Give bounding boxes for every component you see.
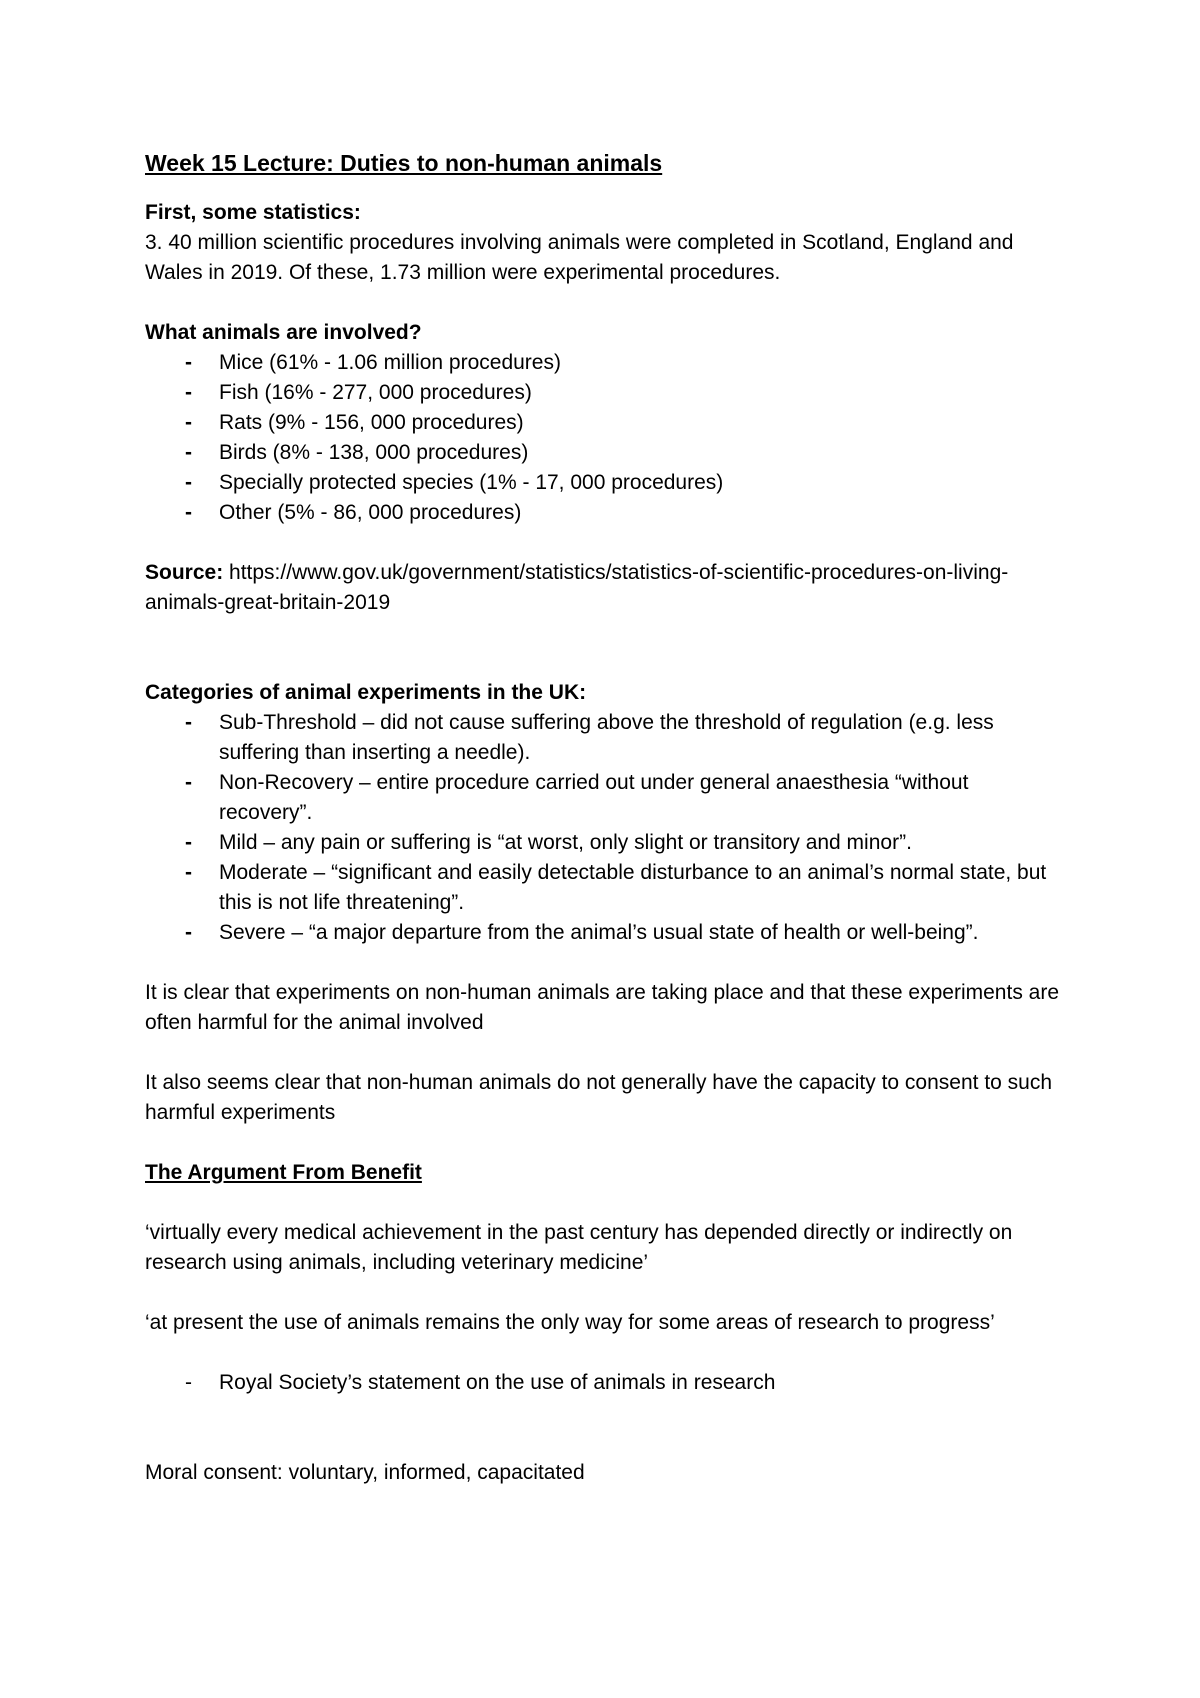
paragraph-consent-capacity: It also seems clear that non-human animals do not generally have the capacity to consent to such harmful experiments <box>145 1071 1053 1124</box>
list-item: - Specially protected species (1% - 17, 000 procedures) <box>145 468 1065 498</box>
list-item: - Mice (61% - 1.06 million procedures) <box>145 348 1065 378</box>
list-item: - Sub-Threshold – did not cause suffering above the threshold of regulation (e.g. less suffering than inserting a needle). <box>145 708 1065 768</box>
stats-heading: First, some statistics: <box>145 201 361 224</box>
list-item: - Moderate – “significant and easily detectable disturbance to an animal’s normal state, but this is not life threatening”. <box>145 858 1065 918</box>
categories-list <box>145 708 1065 948</box>
list-item: - Fish (16% - 277, 000 procedures) <box>145 378 1065 408</box>
moral-consent-line: Moral consent: voluntary, informed, capacitated <box>145 1461 585 1484</box>
categories-heading: Categories of animal experiments in the UK: <box>145 681 587 704</box>
benefit-quote-2: ‘at present the use of animals remains the only way for some areas of research to progress’ <box>145 1311 995 1334</box>
document-body <box>145 146 1065 1488</box>
list-item: - Birds (8% - 138, 000 procedures) <box>145 438 1065 468</box>
source-label: Source: <box>145 561 224 584</box>
list-item: - Mild – any pain or suffering is “at worst, only slight or transitory and minor”. <box>145 828 1065 858</box>
list-item: - Other (5% - 86, 000 procedures) <box>145 498 1065 528</box>
attribution-list <box>145 1368 1065 1398</box>
source-url: https://www.gov.uk/government/statistics/statistics-of-scientific-procedures-on-living-animals-great-britain-2019 <box>145 561 1009 614</box>
list-item: - Royal Society’s statement on the use of animals in research <box>145 1368 1065 1398</box>
paragraph-harm: It is clear that experiments on non-human animals are taking place and that these experiments are often harmful for the animal involved <box>145 981 1060 1034</box>
benefit-heading: The Argument From Benefit <box>145 1161 422 1184</box>
animals-list <box>145 348 1065 528</box>
list-item: - Rats (9% - 156, 000 procedures) <box>145 408 1065 438</box>
benefit-quote-1: ‘virtually every medical achievement in the past century has depended directly or indirectly on research using animals, including veterinary medicine’ <box>145 1221 1013 1274</box>
source-line <box>145 558 1065 618</box>
animals-heading: What animals are involved? <box>145 321 422 344</box>
list-item: - Non-Recovery – entire procedure carried out under general anaesthesia “without recovery”. <box>145 768 1065 828</box>
list-item: - Severe – “a major departure from the animal’s usual state of health or well-being”. <box>145 918 1065 948</box>
stats-text: 3. 40 million scientific procedures involving animals were completed in Scotland, England and Wales in 2019. Of these, 1.73 million were experimental procedures. <box>145 231 1014 284</box>
page-title: Week 15 Lecture: Duties to non-human animals <box>145 150 663 176</box>
